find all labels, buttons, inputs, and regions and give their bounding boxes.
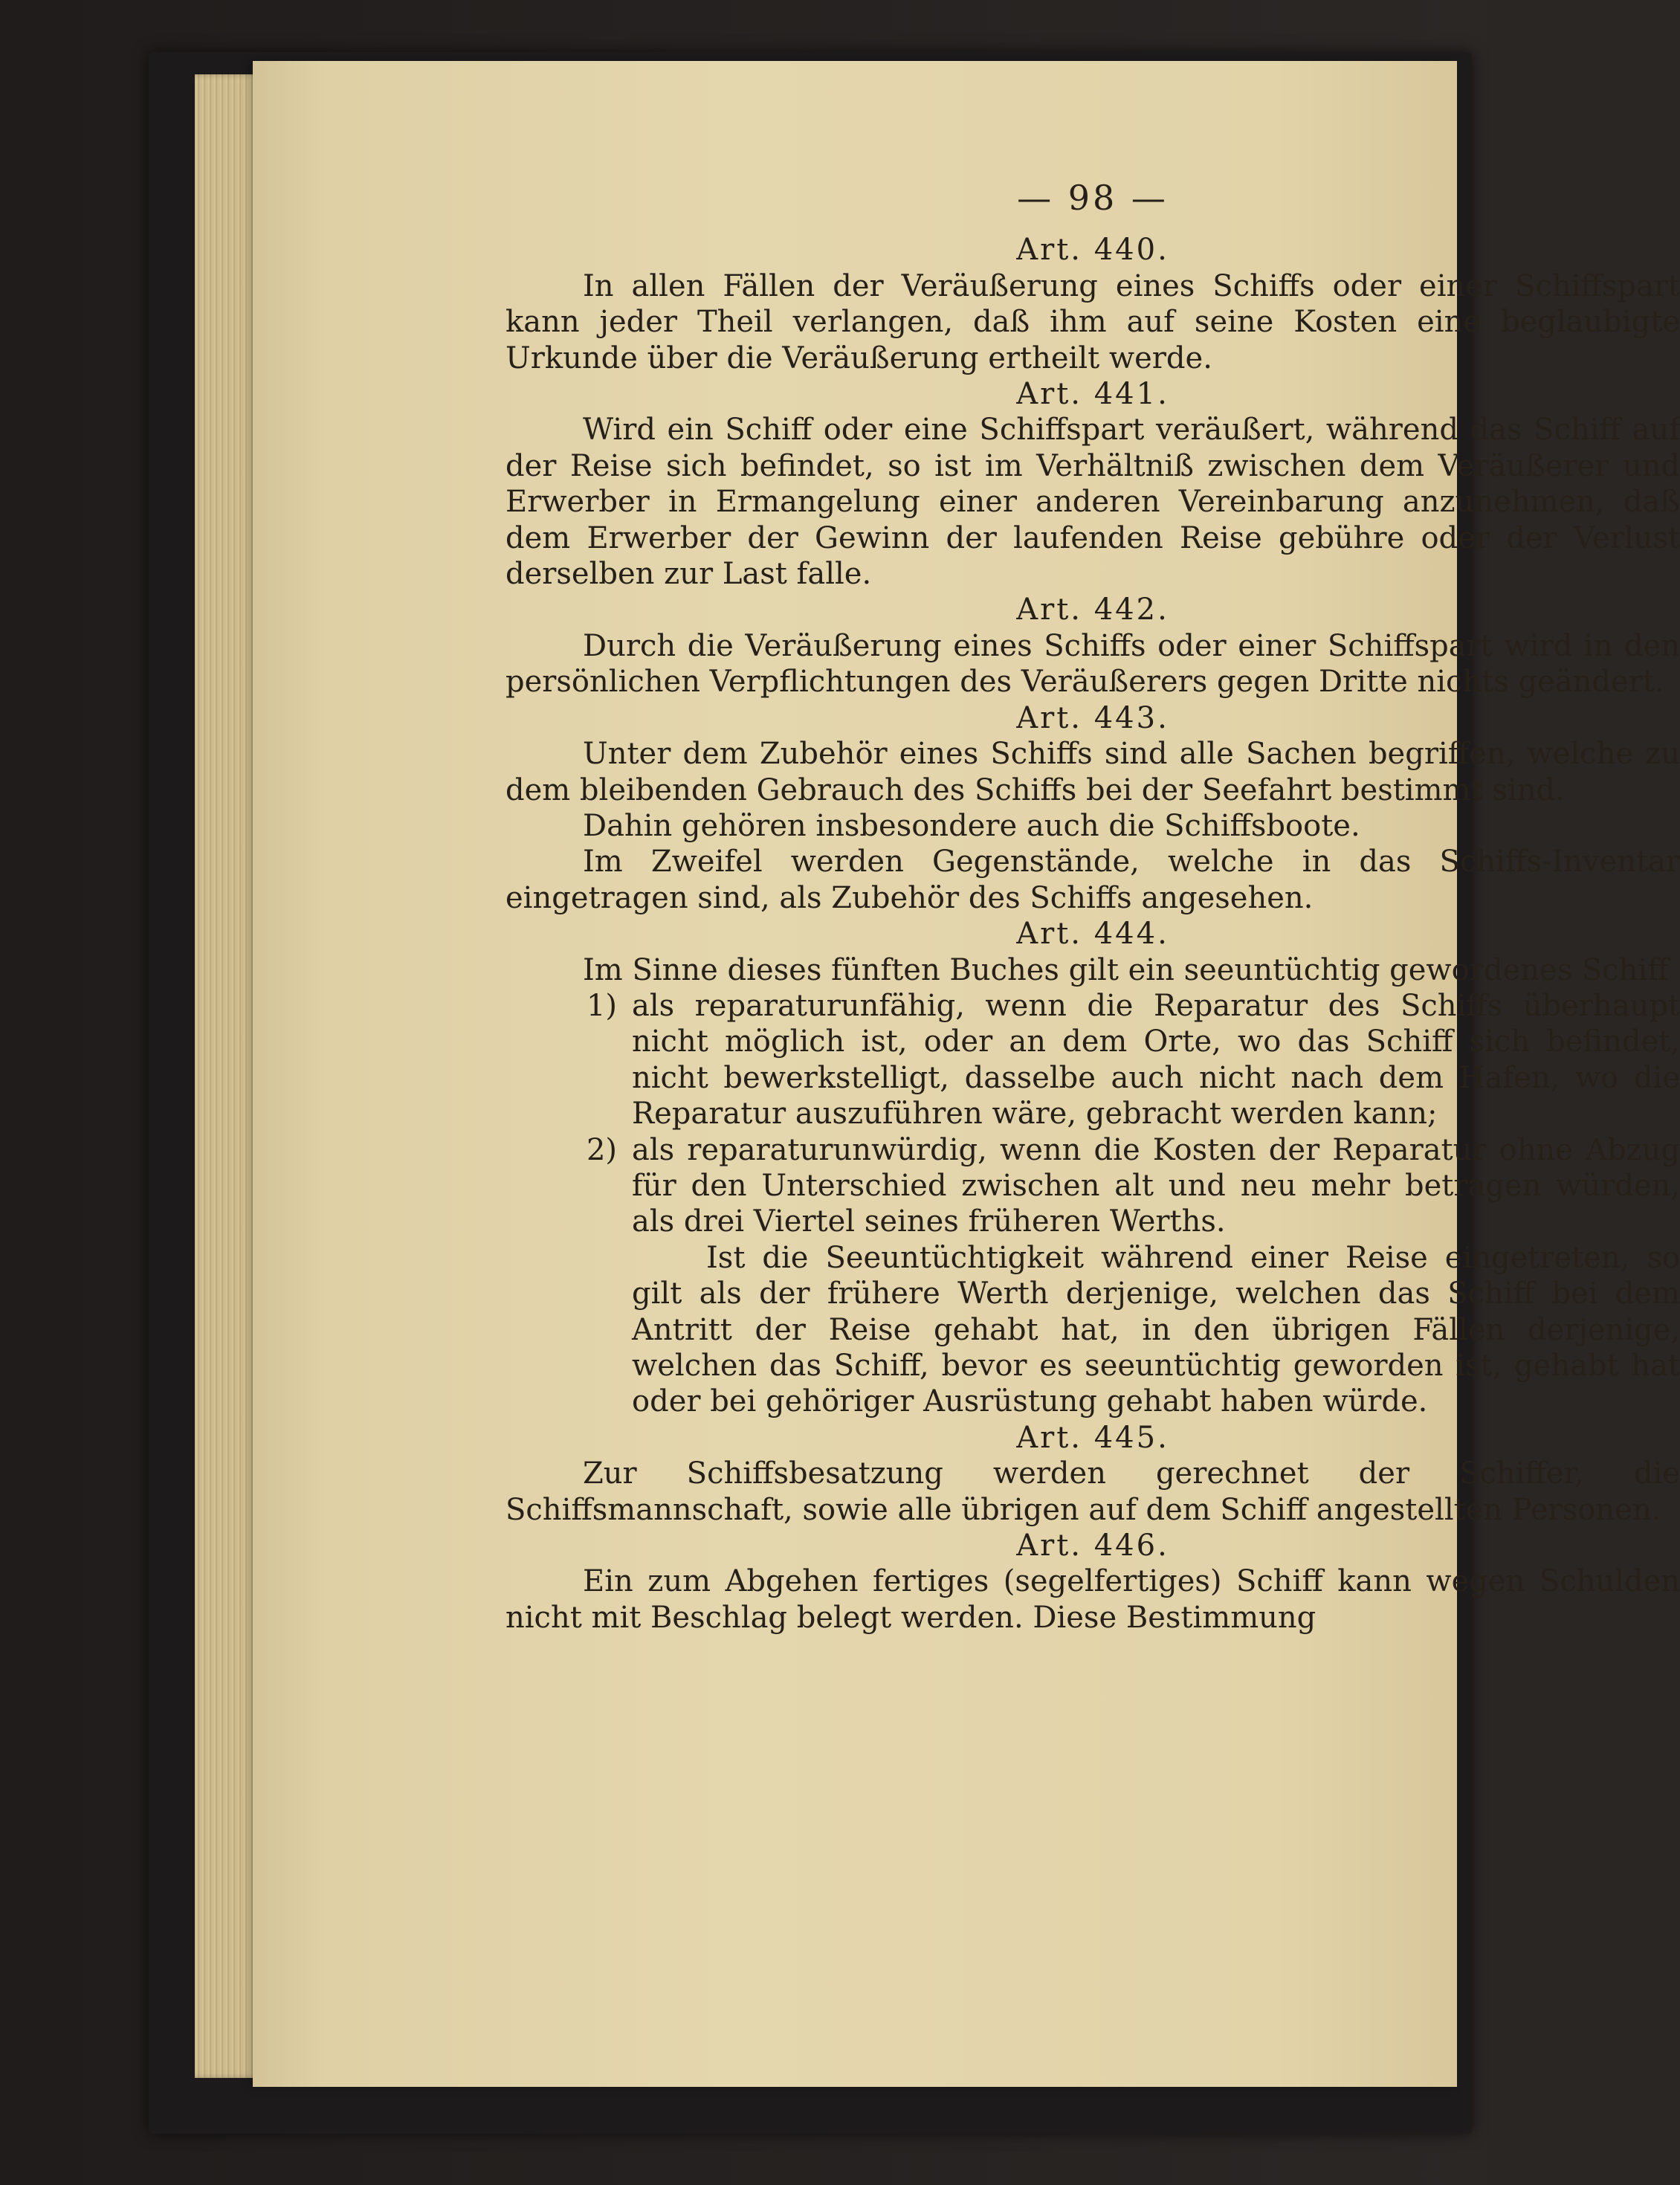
article-446-paragraph: Ein zum Abgehen fertiges (segelfertiges) Schiff kann wegen Schulden nicht mit Beschlag belegt werden. Diese Bestimmung [505,1564,1680,1635]
article-heading-445: Art. 445. [1016,1420,1169,1455]
article-444-closing: Ist die Seeuntüchtigkeit während einer Reise eingetreten, so gilt als der frühere Werth derjenige, welchen das Schiff bei dem Antritt der Reise gehabt hat, in den übrigen Fällen derjenige, welchen das Schiff, bevor es seeuntüchtig geworden ist, gehabt hat oder bei gehöriger Ausrüstung gehabt haben würde. [632,1240,1680,1419]
article-443-paragraph-1: Unter dem Zubehör eines Schiffs sind alle Sachen begriffen, welche zu dem bleibenden Gebrauch des Schiffs bei der Seefahrt bestimmt sind. [505,737,1680,807]
article-444-item-1 [505,988,1680,1132]
item-text: als reparaturunwürdig, wenn die Kosten der Reparatur ohne Abzug für den Unterschied zwischen alt und neu mehr betragen würden, als drei Viertel seines früheren Werths. [632,1132,1680,1239]
item-number: 1) [586,988,617,1023]
article-heading-446: Art. 446. [1016,1529,1169,1563]
article-440-paragraph: In allen Fällen der Veräußerung eines Schiffs oder einer Schiffspart kann jeder Theil verlangen, daß ihm auf seine Kosten eine beglaubigte Urkunde über die Veräußerung ertheilt werde. [505,268,1680,375]
page [253,61,1680,2087]
text-block [505,61,1680,1636]
article-443-paragraph-2: Dahin gehören insbesondere auch die Schiffsboote. [583,808,1360,843]
article-heading-440: Art. 440. [1016,233,1169,268]
article-441-paragraph: Wird ein Schiff oder eine Schiffspart veräußert, während das Schiff auf der Reise sich befindet, so ist im Verhältniß zwischen dem Veräußerer und Erwerber in Ermangelung einer anderen Vereinbarung anzunehmen, daß dem Erwerber der Gewinn der laufenden Reise gebühre oder der Verlust derselben zur Last falle. [505,413,1680,592]
item-number: 2) [586,1132,617,1167]
article-heading-441: Art. 441. [1016,377,1169,412]
article-445-paragraph: Zur Schiffsbesatzung werden gerechnet der Schiffer, die Schiffsmannschaft, sowie alle übrigen auf dem Schiff angestellten Personen. [505,1456,1680,1527]
article-444-item-2 [505,1132,1680,1240]
page-number-header: — 98 — [1017,178,1169,218]
article-444-intro: Im Sinne dieses fünften Buches gilt ein seeuntüchtig gewordenes Schiff [583,952,1669,987]
item-text: als reparaturunfähig, wenn die Reparatur des Schiffs überhaupt nicht möglich ist, oder an dem Orte, wo das Schiff sich befindet, nicht bewerkstelligt, dasselbe auch nicht nach dem Hafen, wo die Reparatur auszuführen wäre, gebracht werden kann; [632,988,1680,1132]
article-heading-443: Art. 443. [1016,700,1169,735]
article-heading-444: Art. 444. [1016,917,1169,952]
article-442-paragraph: Durch die Veräußerung eines Schiffs oder einer Schiffspart wird in den persönlichen Verpflichtungen des Veräußerers gegen Dritte nichts geändert. [505,628,1680,700]
article-443-paragraph-3: Im Zweifel werden Gegenstände, welche in das Schiffs-Inventar eingetragen sind, als Zubehör des Schiffs angesehen. [505,845,1680,915]
article-heading-442: Art. 442. [1016,593,1169,627]
